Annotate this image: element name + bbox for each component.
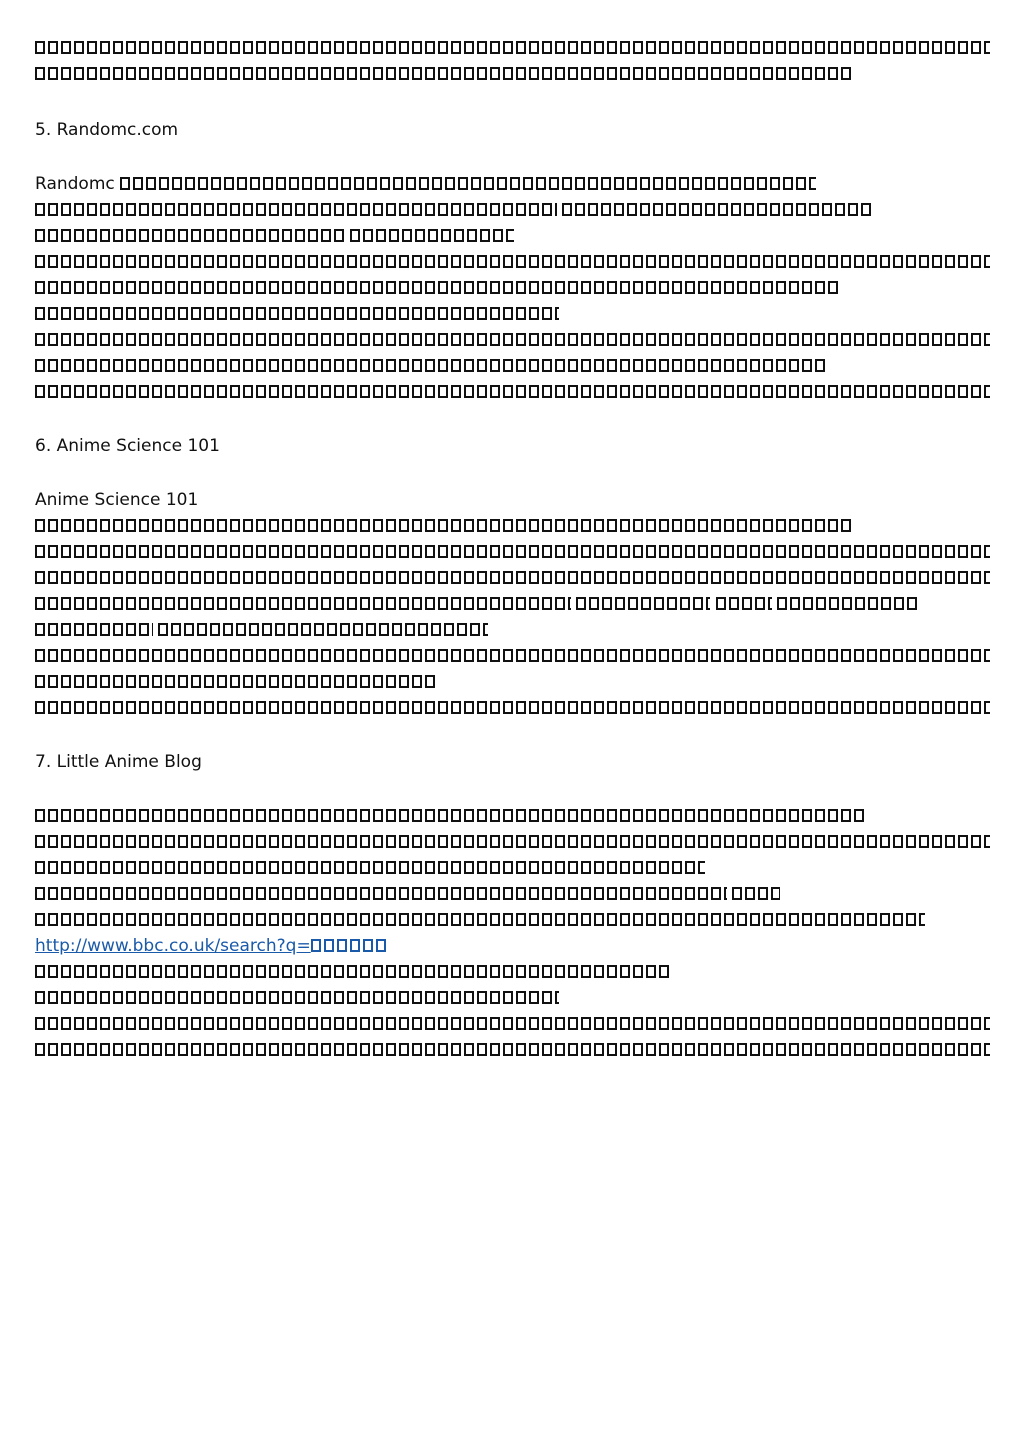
text-line (35, 804, 990, 828)
text-line (35, 514, 990, 538)
text-line: Anime Science 101 (35, 490, 199, 510)
text-line (35, 960, 990, 984)
text-line (35, 670, 990, 694)
text-line (35, 328, 990, 352)
text-line (35, 250, 990, 274)
section-heading-little-anime-blog: 7. Little Anime Blog (35, 752, 202, 772)
text-line (35, 986, 990, 1010)
text-line (35, 540, 990, 564)
text-line (35, 224, 990, 248)
section-heading-randomc: 5. Randomc.com (35, 120, 179, 140)
text-line (35, 276, 990, 300)
text-line (35, 36, 990, 60)
search-link[interactable]: http://www.bbc.co.uk/search?q= (35, 934, 990, 958)
text-line (35, 1012, 990, 1036)
section-heading-anime-science: 6. Anime Science 101 (35, 436, 220, 456)
text-line (35, 908, 990, 932)
text-line (35, 830, 990, 854)
text-line (35, 62, 990, 86)
text-line (35, 882, 990, 906)
text-line (35, 644, 990, 668)
text-line (35, 198, 990, 222)
text-line (35, 1038, 990, 1062)
text-line (35, 380, 990, 404)
text-line (35, 566, 990, 590)
text-line (35, 856, 990, 880)
text-line (35, 592, 990, 616)
text-line (35, 302, 990, 326)
text-line (35, 618, 990, 642)
text-line (35, 696, 990, 720)
text-line (35, 354, 990, 378)
text-line: Randomc (35, 172, 990, 196)
